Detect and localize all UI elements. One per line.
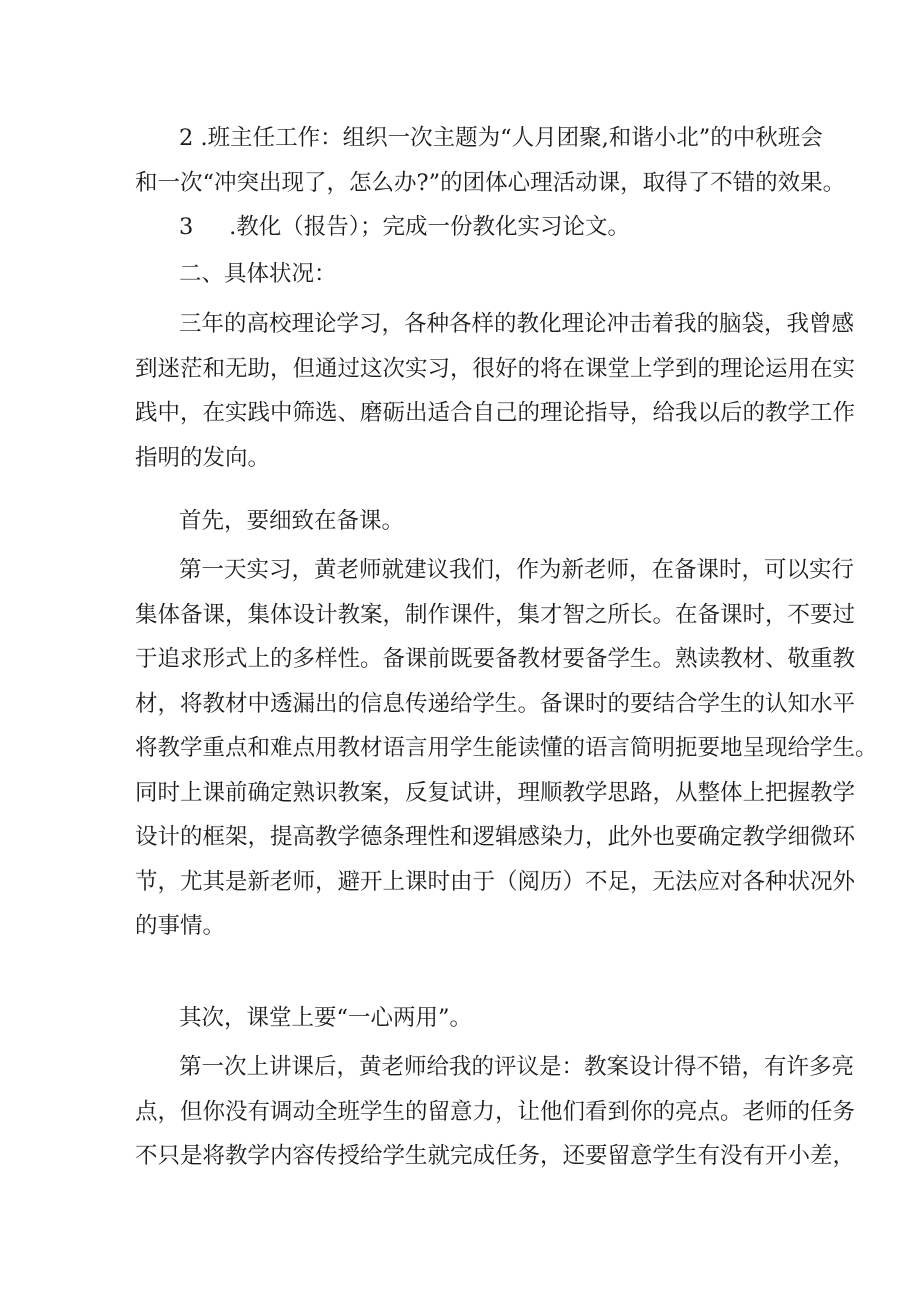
text-line: 3 .教化（报告）；完成一份教化实习论文。 [179,214,630,240]
text-line: 第一次上讲课后，黄老师给我的评议是：教案设计得不错，有许多亮 [179,1054,855,1080]
text-line: 其次，课堂上要“一心两用”。 [179,1005,473,1031]
text-line: 三年的高校理论学习，各种各样的教化理论冲击着我的脑袋，我曾感 [179,311,855,337]
section-heading-specific-situation [135,252,785,297]
text-line: 材，将教材中透漏出的信息传递给学生。备课时的要结合学生的认知水平 [135,690,856,717]
paragraph-education-report [135,205,785,250]
paragraph-first-day-internship [135,548,878,949]
paragraph-class-teacher-work [135,116,846,205]
text-line: 于追求形式上的多样性。备课前既要备教材要备学生。熟读教材、敬重教 [135,646,856,672]
text-line: 的事情。 [135,913,226,939]
text-line: 践中，在实践中筛选、磨砺出适合自己的理论指导，给我以后的教学工作 [135,400,856,426]
text-line: 第一天实习，黄老师就建议我们，作为新老师，在备课时，可以实行 [179,557,855,583]
text-line: 点，但你没有调动全班学生的留意力，让他们看到你的亮点。老师的任务 [135,1098,856,1125]
paragraph-theory-learning [135,302,856,480]
text-line: 到迷茫和无助，但通过这次实习，很好的将在课堂上学到的理论运用在实 [135,355,856,382]
paragraph-first-prepare-lessons [135,499,785,544]
text-line: 不只是将教学内容传授给学生就完成任务，还要留意学生有没有开小差， [135,1143,856,1169]
text-line: 节，尤其是新老师，避开上课时由于（阅历）不足，无法应对各种状况外 [135,868,856,895]
text-line: 集体备课，集体设计教案，制作课件，集才智之所长。在备课时，不要过 [135,601,856,628]
paragraph-first-lecture-feedback [135,1045,856,1179]
text-line: 和一次“冲突出现了，怎么办?”的团体心理活动课，取得了不错的效果。 [135,169,846,196]
paragraph-second-classroom [135,996,785,1041]
text-line: 同时上课前确定熟识教案，反复试讲，理顺教学思路，从整体上把握教学 [135,779,856,806]
text-line: 二、具体状况： [179,261,337,287]
text-line: 将教学重点和难点用教材语言用学生能读懂的语言简明扼要地呈现给学生。 [135,735,878,761]
text-line: 指明的发向。 [135,444,271,471]
text-line: 2 .班主任工作：组织一次主题为“人月团聚,和谐小北”的中秋班会 [179,125,823,151]
text-line: 设计的框架，提高教学德条理性和逻辑感染力，此外也要确定教学细微环 [135,824,856,850]
text-line: 首先，要细致在备课。 [179,508,405,534]
